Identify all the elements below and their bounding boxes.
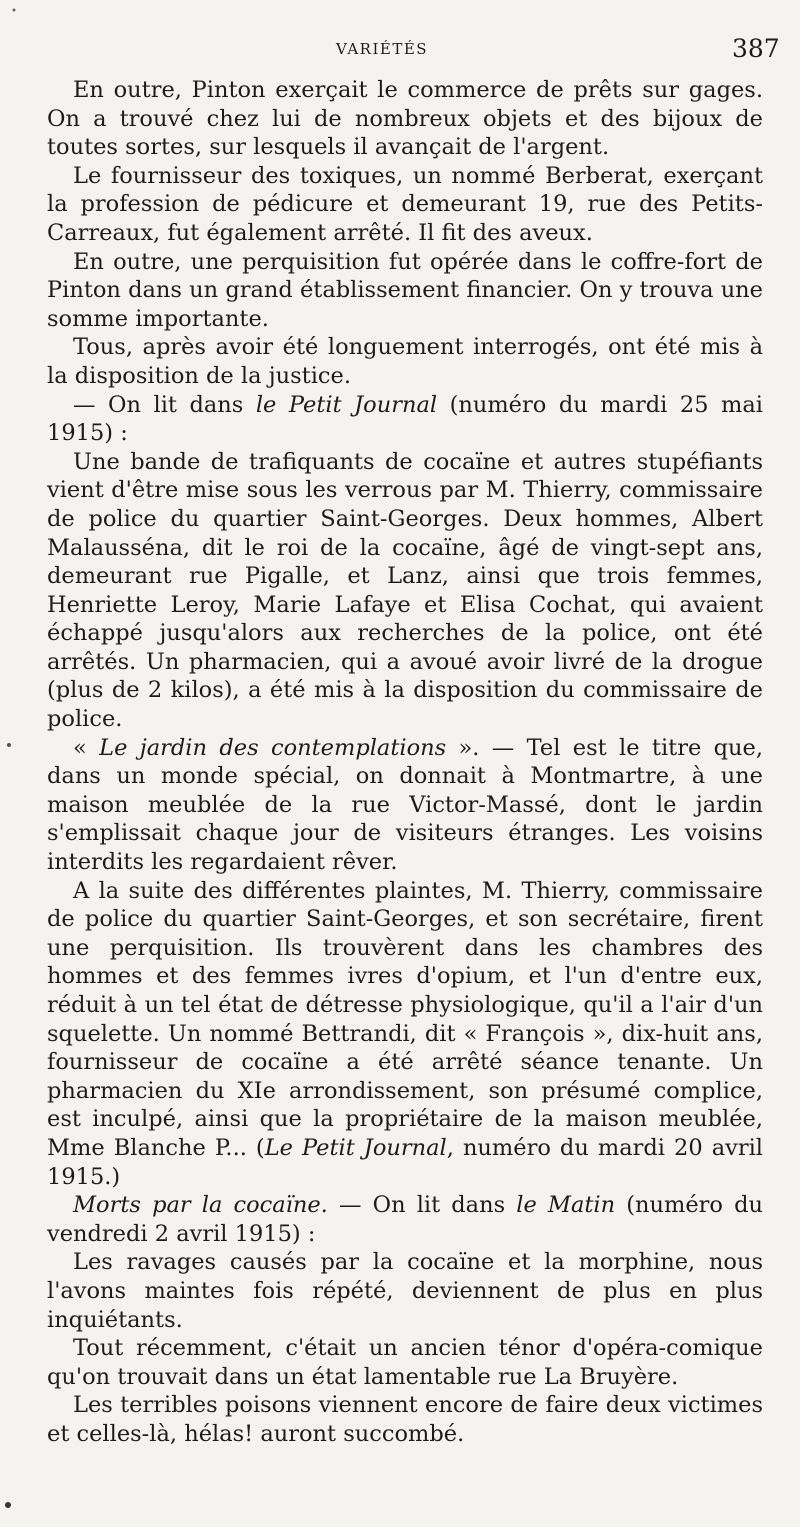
paragraph-petit-journal-intro: — On lit dans le Petit Journal (numéro du mardi 25 mai 1915) : [47, 391, 763, 447]
page-number: 387 [732, 34, 780, 63]
paragraph-morts-intro: Morts par la cocaïne. — On lit dans le Matin (numéro du vendredi 2 avril 1915) : [47, 1192, 763, 1247]
paragraph-berberat: Le fournisseur des toxiques, un nommé Berberat, exerçant la profession de pédicure et demeurant 19, rue des Petits-Carreaux, fut également arrêté. Il fit des aveux. [47, 162, 763, 246]
paragraph-tenor: Tout récemment, c'était un ancien ténor d'opéra-comique qu'on trouvait dans un état lamentable rue La Bruyère. [47, 1335, 763, 1390]
running-title: VARIÉTÉS [336, 40, 429, 58]
ink-speck [7, 743, 11, 747]
newspaper-title: Le Petit Journal [264, 1134, 447, 1161]
paragraph-pinton-pawn: En outre, Pinton exerçait le commerce de prêts sur gages. On a trouvé chez lui de nombreux objets et des bijoux de toutes sortes, sur lesquels il avançait de l'argent. [47, 77, 763, 161]
article-title: Le jardin des contemplations [99, 734, 447, 761]
ink-speck [13, 9, 16, 12]
paragraph-ravages: Les ravages causés par la cocaïne et la morphine, nous l'avons maintes fois répété, deviennent de plus en plus inquiétants. [47, 1249, 763, 1333]
paragraph-victimes: Les terribles poisons viennent encore de faire deux victimes et celles-là, hélas! auront succombé. [47, 1392, 763, 1447]
paragraph-trafiquants: Une bande de trafiquants de cocaïne et autres stupéfiants vient d'être mise sous les verrous par M. Thierry, commissaire de police du quartier Saint-Georges. Deux hommes, Albert Malausséna, dit le roi de la cocaïne, âgé de vingt-sept ans, demeurant rue Pigalle, et Lanz, ainsi que trois femmes, Henriette Leroy, Marie Lafaye et Elisa Cochat, qui avaient échappé jusqu'alors aux recherches de la police, ont été arrêtés. Un pharmacien, qui a avoué avoir livré de la drogue (plus de 2 kilos), a été mis à la disposition du commissaire de police. [47, 448, 763, 733]
newspaper-title: le Petit Journal [255, 391, 438, 418]
section-heading: Morts par la cocaïne. [73, 1192, 328, 1219]
paragraph-coffre-fort: En outre, une perquisition fut opérée dans le coffre-fort de Pinton dans un grand établissement financier. On y trouva une somme importante. [47, 248, 763, 332]
paragraph-perquisition: A la suite des différentes plaintes, M. Thierry, commissaire de police du quartier Saint-Georges, et son secrétaire, firent une perquisition. Ils trouvèrent dans les chambres des hommes et des femmes ivres d'opium, et l'un d'entre eux, réduit à un tel état de détresse physiologique, qu'il a l'air d'un squelette. Un nommé Bettrandi, dit « François », dix-huit ans, fournisseur de cocaïne a été arrêté séance tenante. Un pharmacien du XIe arrondissement, son présumé complice, est inculpé, ainsi que la propriétaire de la maison meublée, Mme Blanche P... (Le Petit Journal, numéro du mardi 20 avril 1915.) [47, 877, 763, 1190]
paragraph-jardin: « Le jardin des contemplations ». — Tel est le titre que, dans un monde spécial, on donnait à Montmartre, à une maison meublée de la rue Victor-Massé, dont le jardin s'emplissait chaque jour de visiteurs étranges. Les voisins interdits les regardaient rêver. [47, 734, 763, 876]
paragraph-justice: Tous, après avoir été longuement interrogés, ont été mis à la disposition de la justice. [47, 334, 763, 389]
newspaper-title: le Matin [516, 1192, 616, 1219]
ink-speck [5, 1502, 11, 1508]
